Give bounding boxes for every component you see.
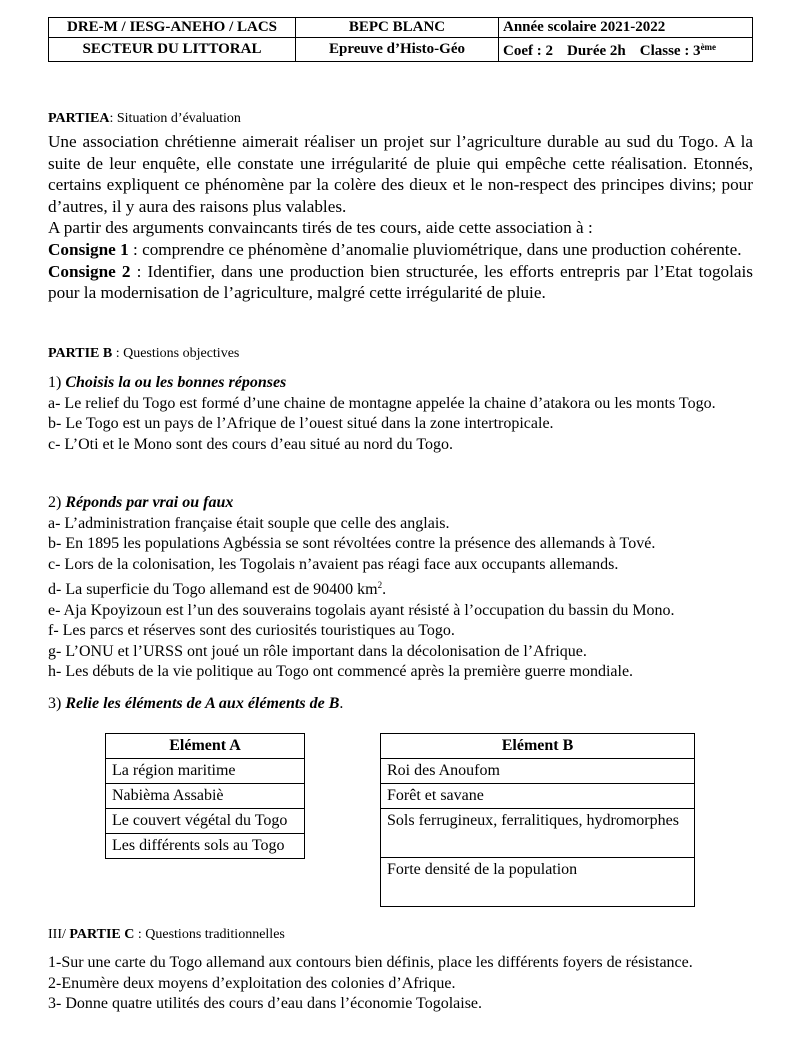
q2-item-d-text: d- La superficie du Togo allemand est de 90400 km [48, 581, 378, 598]
header-exam: BEPC BLANC [296, 18, 499, 38]
element-b-table [380, 733, 695, 907]
element-a-row: Les différents sols au Togo [106, 834, 305, 859]
consigne-2-label: Consigne 2 [48, 261, 131, 281]
element-a-table [105, 733, 305, 859]
header-duration: Durée 2h [566, 43, 626, 59]
part-c-item-3: 3- Donne quatre utilités des cours d’eau dans l’économie Togolaise. [48, 995, 483, 1012]
q2-item-e: e- Aja Kpoyizoun est l’un des souverains togolais ayant résisté à l’occupation du bassin du Mono. [48, 601, 675, 619]
element-a-header: Elément A [106, 734, 305, 759]
header-institution: DRE-M / IESG-ANEHO / LACS [49, 18, 296, 38]
element-b-row: Forêt et savane [381, 784, 695, 809]
question-1-title: Choisis la ou les bonnes réponses [65, 374, 287, 391]
question-2 [48, 493, 753, 683]
q2-item-f: f- Les parcs et réserves sont des curiosités touristiques au Togo. [48, 622, 455, 639]
exam-header-table [48, 17, 753, 62]
question-3-end: . [339, 695, 344, 712]
element-a-row: Nabièma Assabiè [106, 784, 305, 809]
situation-text: Une association chrétienne aimerait réaliser un projet sur l’agriculture durable au sud du Togo. A la suite de leur enquête, elle constate une irrégularité de pluie qui empêche cette réalisation. Etonnés, certains expliquent ce phénomène par la colère des dieux et le non-respect des principes divins; pour d’autres, il y aura des raisons plus valables. [48, 132, 753, 216]
element-a-row: La région maritime [106, 759, 305, 784]
q1-item-a: a- Le relief du Togo est formé d’une chaine de montagne appelée la chaine d’atakora ou les monts Togo. [48, 394, 716, 412]
header-year: Année scolaire 2021-2022 [499, 18, 753, 38]
consigne-1 [48, 239, 753, 261]
part-c-subtitle: : Questions traditionnelles [134, 927, 285, 942]
part-c-item-2: 2-Enumère deux moyens d’exploitation des colonies d’Afrique. [48, 974, 456, 992]
q1-item-c: c- L’Oti et le Mono sont des cours d’eau situé au nord du Togo. [48, 435, 454, 453]
part-c-prefix: III/ [48, 927, 70, 942]
consigne-2-text: : Identifier, dans une production bien structurée, les efforts entrepris par l’Etat togolais pour la modernisation de l’agriculture, malgré cette irrégularité de pluie. [48, 261, 753, 303]
q2-item-d [48, 575, 753, 601]
part-c-title: PARTIE C [69, 927, 135, 942]
header-details [499, 38, 753, 62]
q2-item-g: g- L’ONU et l’URSS ont joué un rôle important dans la décolonisation de l’Afrique. [48, 642, 587, 660]
part-c-heading [48, 925, 753, 943]
consigne-2 [48, 261, 753, 304]
element-b-header: Elément B [381, 734, 695, 759]
part-a-heading [48, 109, 753, 127]
question-1-heading [48, 373, 753, 394]
question-3-title: Relie les éléments de A aux éléments de B [65, 695, 340, 712]
element-b-row: Sols ferrugineux, ferralitiques, hydromorphes [381, 809, 695, 858]
q2-item-d-sup: 2 [377, 580, 383, 590]
q2-item-b: b- En 1895 les populations Agbéssia se sont révoltées contre la présence des allemands à Tové. [48, 535, 656, 552]
question-2-title: Réponds par vrai ou faux [65, 494, 234, 511]
question-2-heading [48, 493, 753, 514]
q2-item-c: c- Lors de la colonisation, les Togolais n’avaient pas réagi face aux occupants allemands. [48, 555, 619, 573]
consigne-1-text: : comprendre ce phénomène d’anomalie pluviométrique, dans une production cohérente. [128, 239, 742, 259]
header-subject: Epreuve d’Histo-Géo [296, 38, 499, 62]
part-a-title: PARTIEA [48, 111, 110, 126]
question-1 [48, 373, 753, 455]
part-a-body [48, 131, 753, 304]
question-3-num: 3) [48, 695, 66, 712]
question-2-num: 2) [48, 494, 66, 511]
element-b-row: Roi des Anoufom [381, 759, 695, 784]
part-b-title: PARTIE B [48, 346, 113, 361]
q1-item-b: b- Le Togo est un pays de l’Afrique de l’ouest situé dans la zone intertropicale. [48, 415, 554, 432]
question-3 [48, 694, 753, 715]
question-3-heading [48, 694, 753, 715]
header-sector: SECTEUR DU LITTORAL [49, 38, 296, 62]
q2-item-a: a- L’administration française était souple que celle des anglais. [48, 514, 450, 532]
part-b-subtitle: : Questions objectives [112, 346, 240, 361]
element-a-row: Le couvert végétal du Togo [106, 809, 305, 834]
q2-item-d-end: . [382, 581, 387, 598]
q2-item-h: h- Les débuts de la vie politique au Togo ont commencé après la première guerre mondiale. [48, 663, 634, 680]
part-b-heading [48, 344, 753, 362]
part-c-item-1: 1-Sur une carte du Togo allemand aux contours bien définis, place les différents foyers de résistance. [48, 954, 693, 971]
part-a-subtitle: : Situation d’évaluation [109, 111, 241, 126]
consigne-1-label: Consigne 1 [48, 239, 129, 259]
header-class: Classe : 3 [639, 43, 701, 59]
header-coef: Coef : 2 [503, 43, 553, 59]
question-1-num: 1) [48, 374, 66, 391]
element-b-row: Forte densité de la population [381, 858, 695, 907]
part-c-questions [48, 953, 753, 1015]
situation-intro: A partir des arguments convaincants tirés de tes cours, aide cette association à : [48, 218, 593, 238]
header-class-sup: ème [700, 42, 717, 52]
